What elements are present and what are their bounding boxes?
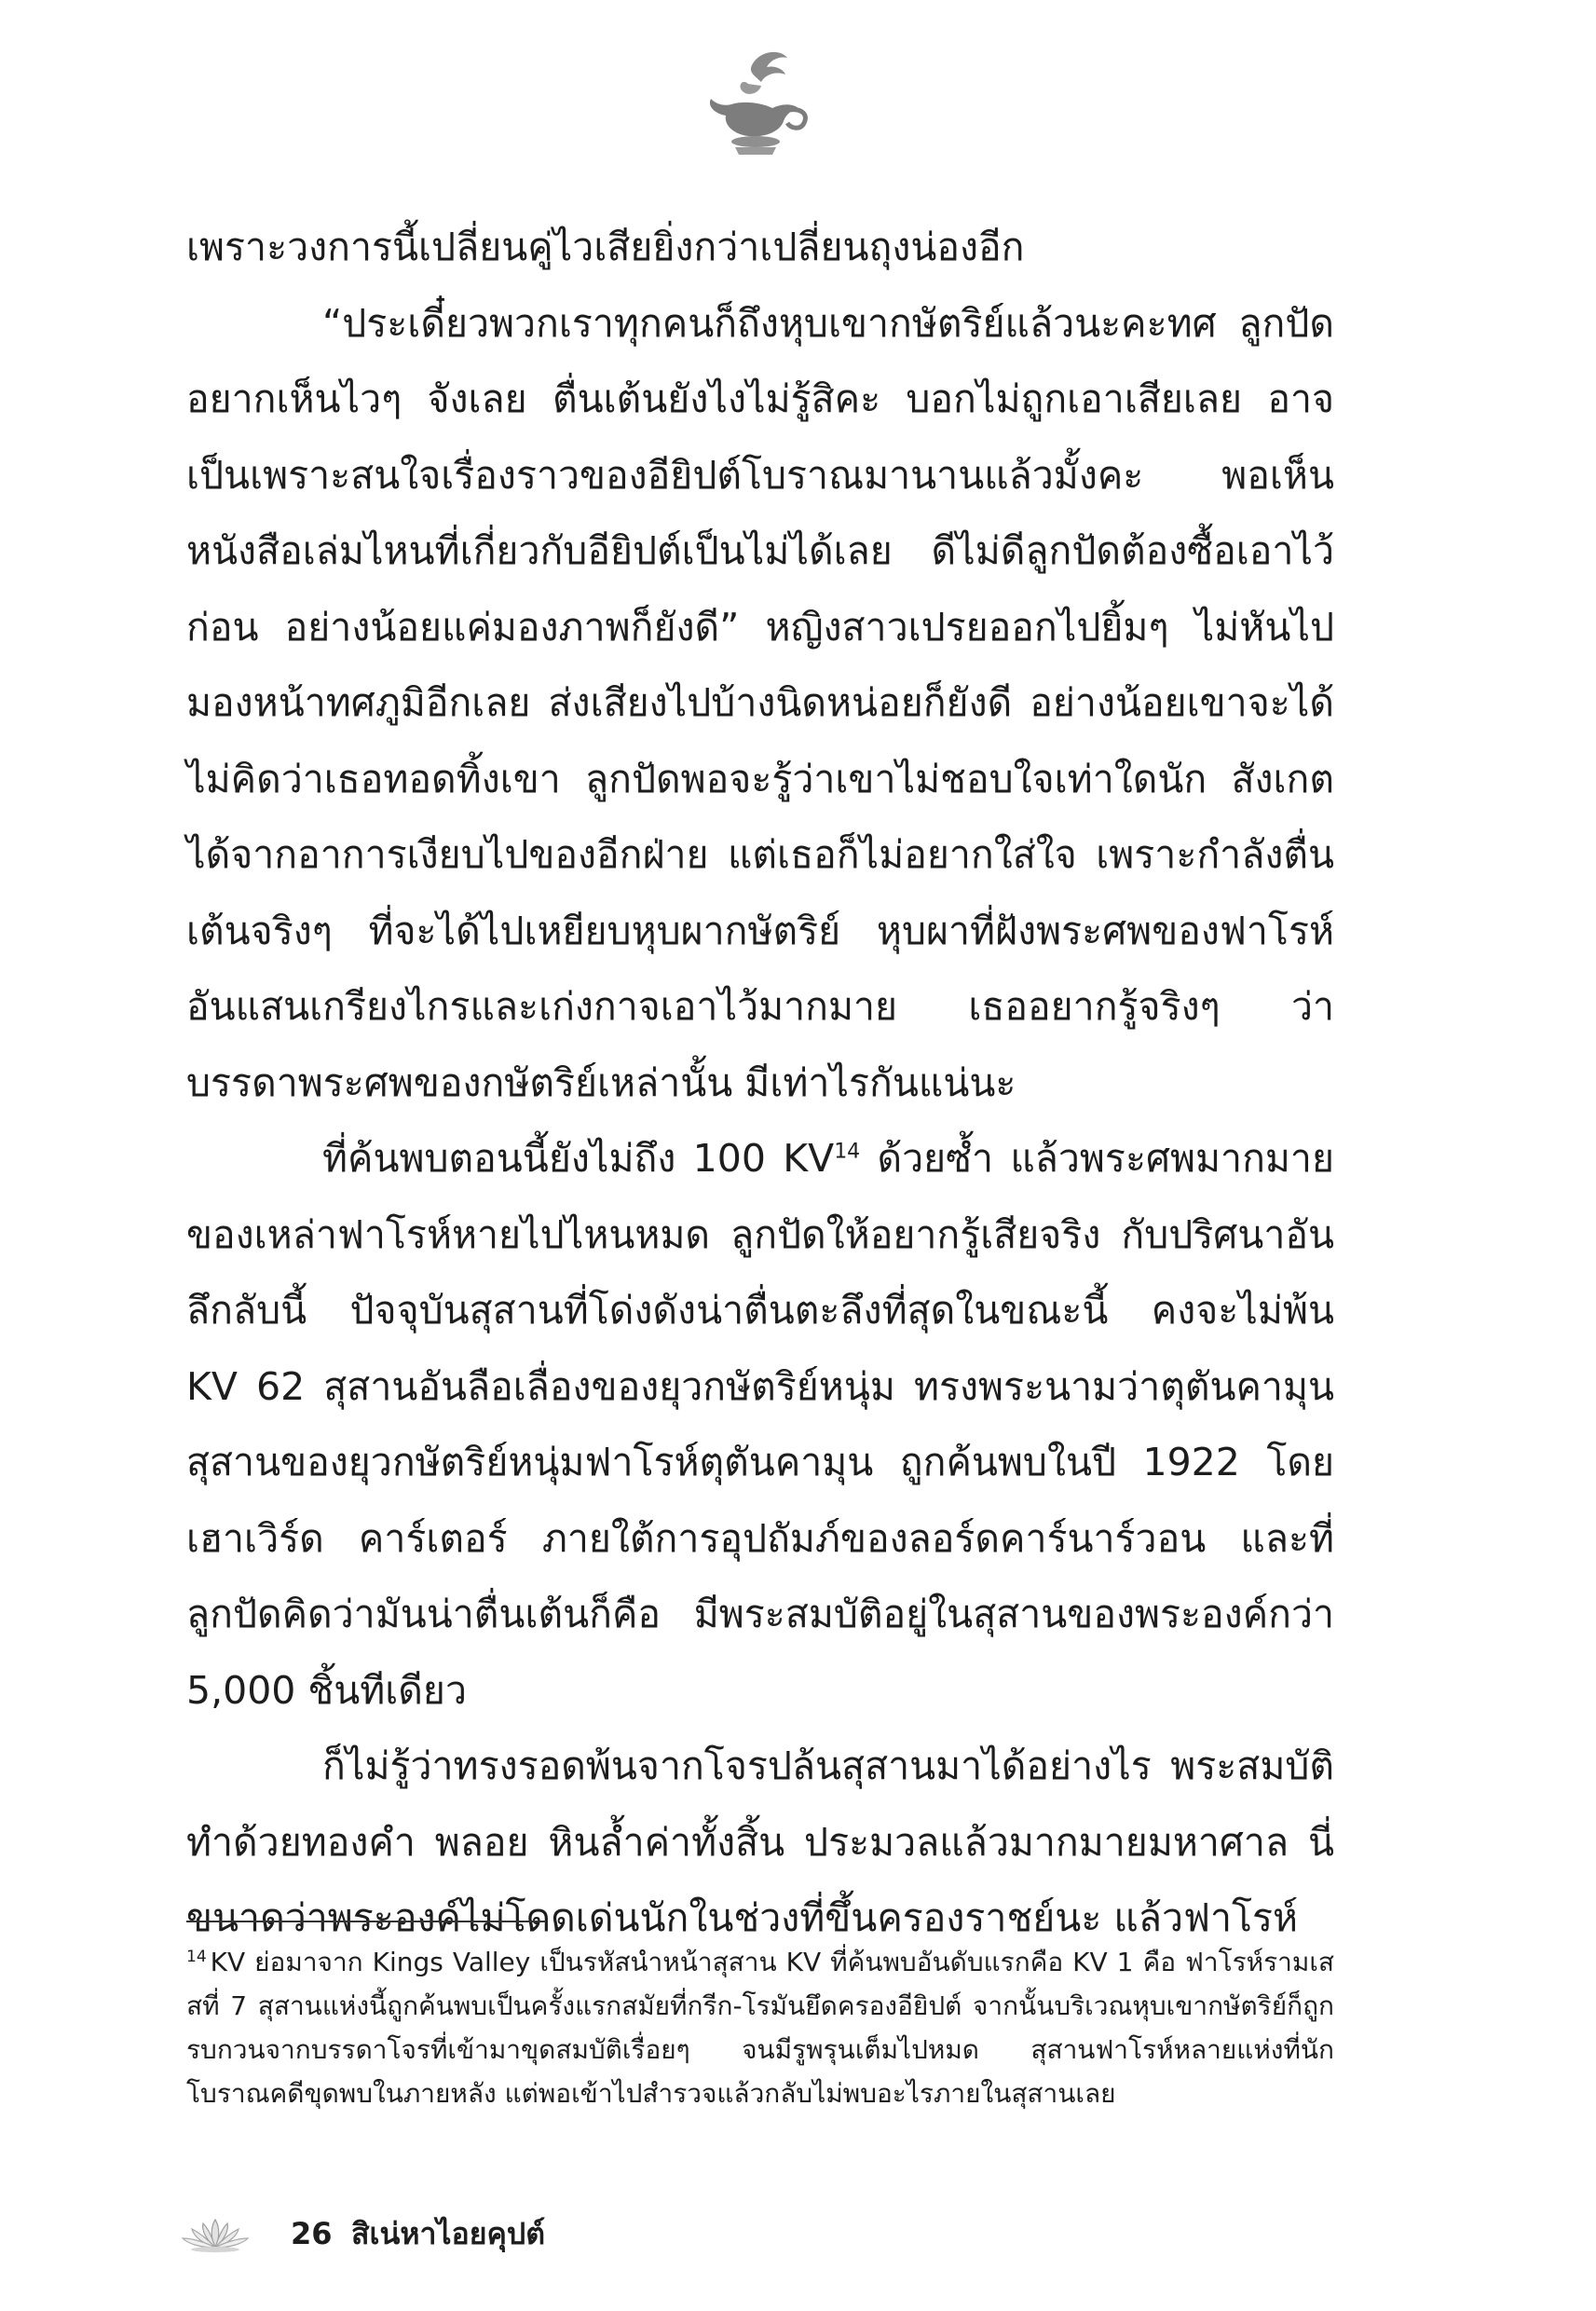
body-text bbox=[186, 210, 1334, 1957]
page-number: 26 bbox=[291, 2216, 333, 2251]
lotus-icon bbox=[179, 2216, 252, 2253]
paragraph: ก็ไม่รู้ว่าทรงรอดพ้นจากโจรปล้นสุสานมาได้อย่างไร พระสมบัติทำด้วยทองคำ พลอย หินล้ำค่าทั้งสิ้น ประมวลแล้วมากมายมหาศาล นี่ขนาดว่าพระองค์ไม่โดดเด่นนักในช่วงที่ขึ้นครองราชย์นะ แล้วฟาโรห์ bbox=[186, 1744, 1334, 1940]
footnote-marker: 14 bbox=[186, 1947, 207, 1966]
footnote-divider bbox=[186, 1921, 546, 1922]
footnote bbox=[186, 1940, 1334, 2115]
paragraph: “ประเดี๋ยวพวกเราทุกคนก็ถึงหุบเขากษัตริย์แล้วนะคะทศ ลูกปัดอยากเห็นไวๆ จังเลย ตื่นเต้นยังไงไม่รู้สิคะ บอกไม่ถูกเอาเสียเลย อาจเป็นเพราะสนใจเรื่องราวของอียิปต์โบราณมานานแล้วมั้งคะ พอเห็นหนังสือเล่มไหนที่เกี่ยวกับอียิปต์เป็นไม่ได้เลย ดีไม่ดีลูกปัดต้องซื้อเอาไว้ก่อน อย่างน้อยแค่มองภาพก็ยังดี” หญิงสาวเปรยออกไปยิ้มๆ ไม่หันไปมองหน้าทศภูมิอีกเลย ส่งเสียงไปบ้างนิดหน่อยก็ยังดี อย่างน้อยเขาจะได้ไม่คิดว่าเธอทอดทิ้งเขา ลูกปัดพอจะรู้ว่าเขาไม่ชอบใจเท่าใดนัก สังเกตได้จากอาการเงียบไปของอีกฝ่าย แต่เธอก็ไม่อยากใส่ใจ เพราะกำลังตื่นเต้นจริงๆ ที่จะได้ไปเหยียบหุบผากษัตริย์ หุบผาที่ฝังพระศพของฟาโรห์อันแสนเกรียงไกรและเก่งกาจเอาไว้มากมาย เธออยากรู้จริงๆ ว่า บรรดาพระศพของกษัตริย์เหล่านั้น มีเท่าไรกันแน่นะ bbox=[186, 300, 1334, 1105]
footnote-reference[interactable]: 14 bbox=[834, 1140, 861, 1164]
book-title: สิเน่หาไอยคุปต์ bbox=[351, 2216, 545, 2251]
genie-lamp-icon bbox=[694, 47, 825, 168]
paragraph-text-end: ด้วยซ้ำ แล้วพระศพมากมายของเหล่าฟาโรห์หายไปไหนหมด ลูกปัดให้อยากรู้เสียจริง กับปริศนาอันลึกลับนี้ ปัจจุบันสุสานที่โด่งดังน่าตื่นตะลึงที่สุดในขณะนี้ คงจะไม่พ้น KV 62 สุสานอันลือเลื่องของยุวกษัตริย์หนุ่ม ทรงพระนามว่าตุตันคามุน สุสานของยุวกษัตริย์หนุ่มฟาโรห์ตุตันคามุน ถูกค้นพบในปี 1922 โดย เฮาเวิร์ด คาร์เตอร์ ภายใต้การอุปถัมภ์ของลอร์ดคาร์นาร์วอน และที่ลูกปัดคิดว่ามันน่าตื่นเต้นก็คือ มีพระสมบัติอยู่ในสุสานของพระองค์กว่า 5,000 ชิ้นทีเดียว bbox=[186, 1136, 1334, 1713]
paragraph-text-start: ที่ค้นพบตอนนี้ยังไม่ถึง 100 KV bbox=[322, 1136, 835, 1181]
paragraph-with-footnote bbox=[186, 1121, 1334, 1729]
paragraph-continuation: เพราะวงการนี้เปลี่ยนคู่ไวเสียยิ่งกว่าเปลี่ยนถุงน่องอีก bbox=[186, 225, 1025, 269]
footnote-text: KV ย่อมาจาก Kings Valley เป็นรหัสนำหน้าสุสาน KV ที่ค้นพบอันดับแรกคือ KV 1 คือ ฟาโรห์รามเสสที่ 7 สุสานแห่งนี้ถูกค้นพบเป็นครั้งแรกสมัยที่กรีก-โรมันยึดครองอียิปต์ จากนั้นบริเวณหุบเขากษัตริย์ก็ถูกรบกวนจากบรรดาโจรที่เข้ามาขุดสมบัติเรื่อยๆ จนมีรูพรุนเต็มไปหมด สุสานฟาโรห์หลายแห่งที่นักโบราณคดีขุดพบในภายหลัง แต่พอเข้าไปสำรวจแล้วกลับไม่พบอะไรภายในสุสานเลย bbox=[186, 1947, 1334, 2109]
